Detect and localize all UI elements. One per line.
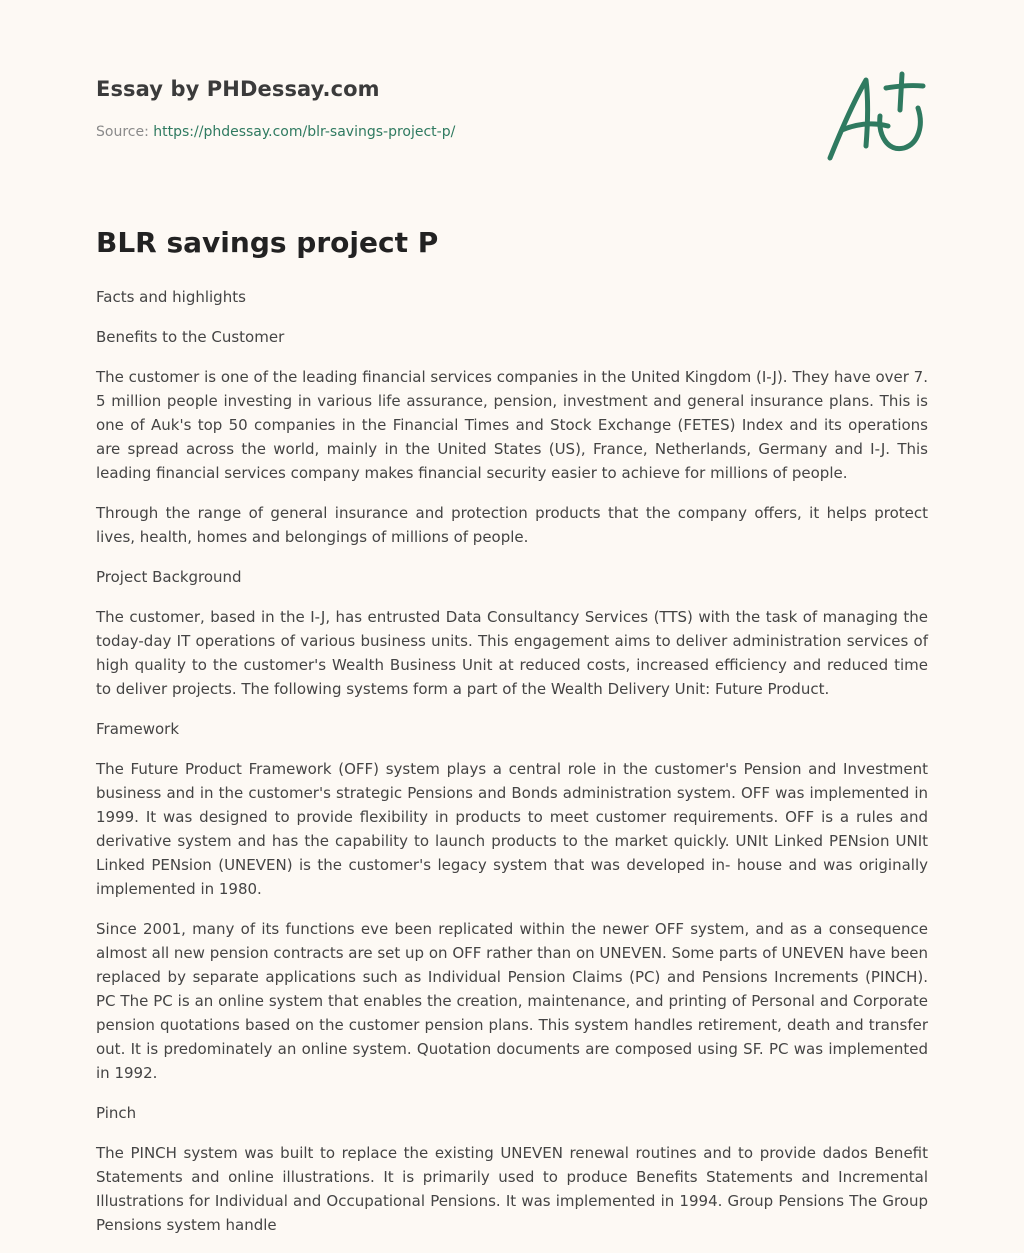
body-paragraph: The customer, based in the I-J, has entrusted Data Consultancy Services (TTS) with the task of managing the today-day IT operations of various business units. This engagement aims to deliver administration services of high quality to the customer's Wealth Business Unit at reduced costs, increased efficiency and reduced time to deliver projects. The following systems form a part of the Wealth Delivery Unit: Future Product. (96, 608, 928, 698)
essay-body (96, 285, 928, 1253)
body-paragraph: The customer is one of the leading financial services companies in the United Kingdom (I-J). They have over 7. 5 million people investing in various life assurance, pension, investment and general insurance plans. This is one of Auk's top 50 companies in the Financial Times and Stock Exchange (FETES) Index and its operations are spread across the world, mainly in the United States (US), France, Netherlands, Germany and I-J. This leading financial services company makes financial security easier to achieve for millions of people. (96, 368, 928, 482)
body-paragraph: Since 2001, many of its functions eve been replicated within the newer OFF system, and as a consequence almost all new pension contracts are set up on OFF rather than on UNEVEN. Some parts of UNEVEN have been replaced by separate applications such as Individual Pension Claims (PC) and Pensions Increments (PINCH). PC The PC is an online system that enables the creation, maintenance, and printing of Personal and Corporate pension quotations based on the customer pension plans. This system handles retirement, death and transfer out. It is predominately an online system. Quotation documents are composed using SF. PC was implemented in 1992. (96, 920, 928, 1082)
source-line (96, 124, 455, 140)
body-paragraph: The PINCH system was built to replace the existing UNEVEN renewal routines and to provide dados Benefit Statements and online illustrations. It is primarily used to produce Benefits Statements and Incremental Illustrations for Individual and Occupational Pensions. It was implemented in 1994. Group Pensions The Group Pensions system handle (96, 1144, 928, 1234)
section-label-pinch: Pinch (96, 1104, 137, 1122)
section-label-benefits: Benefits to the Customer (96, 328, 285, 346)
source-link[interactable]: https://phdessay.com/blr-savings-project-p/ (153, 124, 456, 140)
body-paragraph: The Future Product Framework (OFF) system plays a central role in the customer's Pension and Investment business and in the customer's strategic Pensions and Bonds administration system. OFF was implemented in 1999. It was designed to provide flexibility in products to meet customer requirements. OFF is a rules and derivative system and has the capability to launch products to the market quickly. UNIt Linked PENsion UNIt Linked PENsion (UNEVEN) is the customer's legacy system that was developed in- house and was originally implemented in 1980. (96, 760, 928, 898)
section-label-background: Project Background (96, 568, 242, 586)
section-label-facts: Facts and highlights (96, 288, 246, 306)
page-title: BLR savings project P (96, 226, 439, 259)
a-plus-logo-icon (822, 66, 930, 166)
source-label: Source: (96, 124, 154, 140)
body-paragraph: Through the range of general insurance and protection products that the company offers, it helps protect lives, health, homes and belongings of millions of people. (96, 504, 928, 546)
site-brand: Essay by PHDessay.com (96, 77, 380, 101)
section-label-framework: Framework (96, 720, 180, 738)
